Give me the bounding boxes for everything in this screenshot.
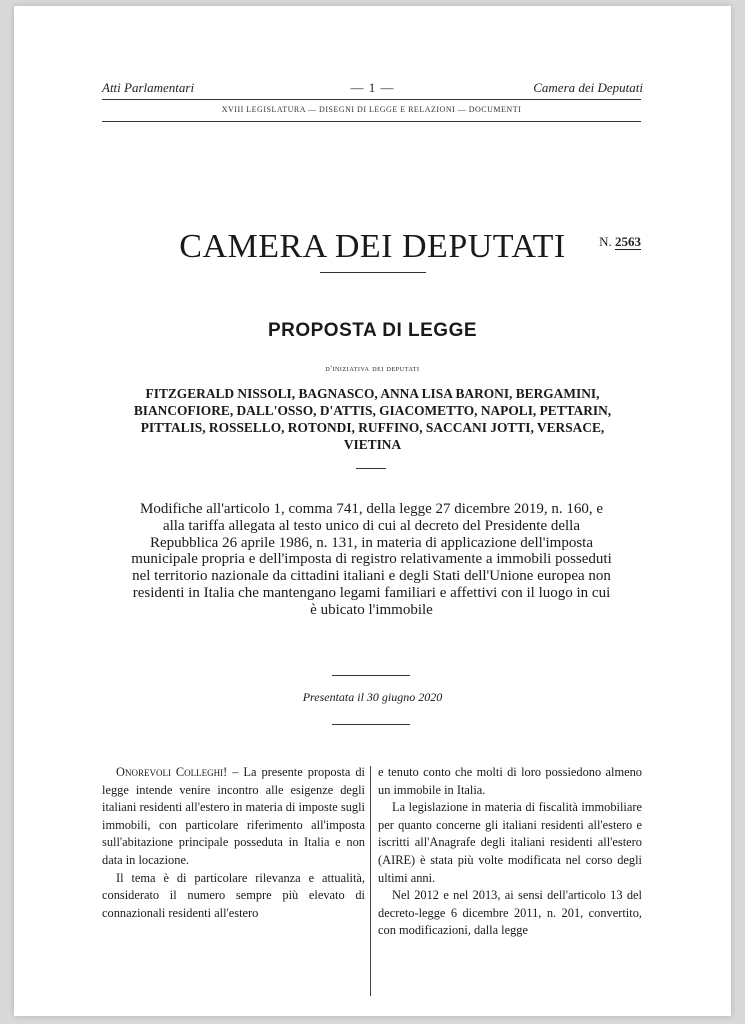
header-page-number: — 1 — bbox=[350, 80, 395, 95]
header-rule-top bbox=[102, 99, 641, 100]
header-subheader: XVIII LEGISLATURA — DISEGNI DI LEGGE E RELAZIONI — DOCUMENTI bbox=[221, 105, 522, 114]
document-page bbox=[14, 6, 731, 1016]
document-type: PROPOSTA DI LEGGE bbox=[267, 320, 478, 341]
presented-rule-bottom bbox=[332, 724, 410, 725]
initiative-line: d'iniziativa dei deputati bbox=[325, 364, 420, 373]
body-right-column bbox=[378, 764, 642, 940]
presented-date: Presentata il 30 giugno 2020 bbox=[302, 690, 443, 704]
authors-divider bbox=[356, 468, 386, 469]
document-number bbox=[599, 234, 641, 250]
column-divider bbox=[370, 766, 371, 996]
body-paragraph: La legislazione in materia di fiscalità immobiliare per quanto concerne gli italiani residenti all'estero e iscritti all'Anagrafe degli italiani residenti all'estero (AIRE) è stata più volte modificata nel corso degli ultimi anni. bbox=[378, 800, 642, 885]
authors-list: FITZGERALD NISSOLI, BAGNASCO, ANNA LISA BARONI, BERGAMINI, BIANCOFIORE, DALL'OSSO, D'ATTIS, GIACOMETTO, NAPOLI, PETTARIN, PITTALIS, ROSSELLO, ROTONDI, RUFFINO, SACCANI JOTTI, VERSACE, VIETINA bbox=[133, 386, 612, 452]
presented-rule-top bbox=[332, 675, 410, 676]
body-paragraph: e tenuto conto che molti di loro possiedono almeno un immobile in Italia. bbox=[378, 765, 642, 797]
title-underline bbox=[320, 272, 426, 273]
body-left-column bbox=[102, 764, 365, 922]
document-number-prefix: N. bbox=[599, 234, 612, 249]
camera-title: CAMERA DEI DEPUTATI bbox=[179, 228, 566, 265]
header-right: Camera dei Deputati bbox=[533, 80, 643, 95]
body-paragraph: Il tema è di particolare rilevanza e attualità, considerato il numero sempre più elevato di connazionali residenti all'estero bbox=[102, 870, 365, 920]
header-left: Atti Parlamentari bbox=[102, 80, 195, 95]
header-rule-bottom bbox=[102, 121, 641, 122]
body-paragraph-text: ! – La presente proposta di legge intende venire incontro alle esigenze degli italiani residenti all'estero in materia di imposte sugli immobili, con particolare riferimento all'imposta sull'abitazione principale posseduta in Italia e non data in locazione. bbox=[102, 765, 366, 867]
body-paragraph: Nel 2012 e nel 2013, ai sensi dell'articolo 13 del decreto-legge 6 dicembre 2011, n. 201, convertito, con modificazioni, dalla legge bbox=[378, 888, 642, 938]
bill-title: Modifiche all'articolo 1, comma 741, della legge 27 dicembre 2019, n. 160, e alla tariffa allegata al testo unico di cui al decreto del Presidente della Repubblica 26 aprile 1986, n. 131, in materia di applicazione dell'imposta municipale propria e dell'imposta di registro relativamente a immobili posseduti nel territorio nazionale da cittadini italiani e degli Stati dell'Unione europea non residenti in Italia che mantengano legami familiari e affettivi con il luogo in cui è ubicato l'immobile bbox=[131, 501, 612, 618]
salutation: Onorevoli Colleghi bbox=[116, 765, 224, 779]
document-number-value: 2563 bbox=[615, 234, 641, 249]
body-paragraph bbox=[102, 764, 365, 870]
